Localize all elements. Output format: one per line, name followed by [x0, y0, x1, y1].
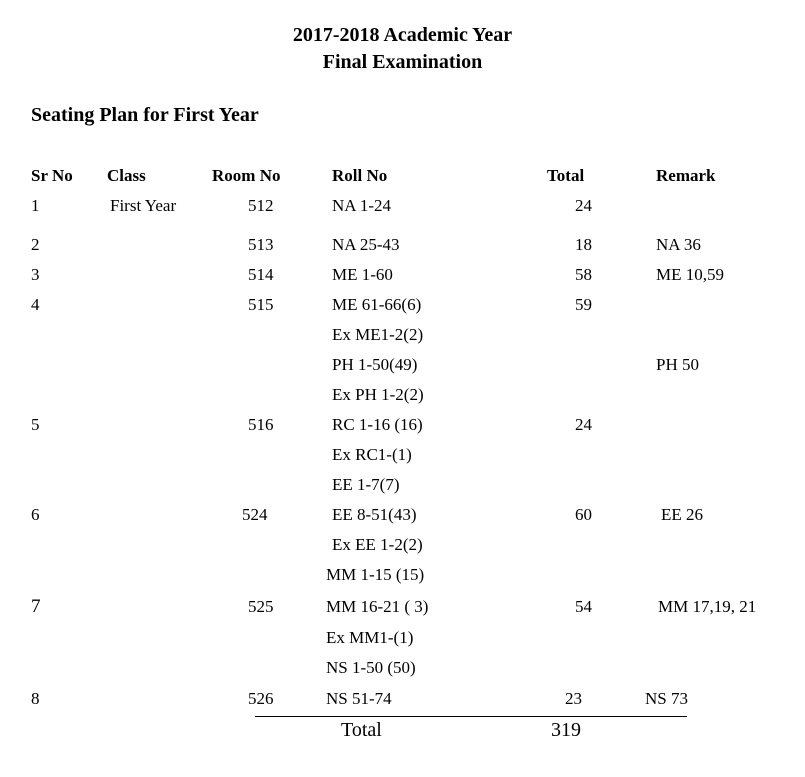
column-header-class: Class: [107, 166, 146, 185]
page-title: 2017-2018 Academic Year: [292, 24, 513, 46]
cell-roll-no: NA 25-43: [332, 235, 400, 254]
cell-roll-no: NS 51-74: [326, 689, 392, 708]
cell-total: 18: [575, 235, 592, 254]
cell-roll-no: Ex RC1-(1): [332, 445, 412, 464]
cell-sr-no: 2: [31, 235, 40, 254]
cell-roll-no: RC 1-16 (16): [332, 415, 423, 434]
cell-roll-no: ME 1-60: [332, 265, 393, 284]
cell-room-no: 516: [248, 415, 274, 434]
cell-roll-no: ME 61-66(6): [332, 295, 422, 314]
cell-roll-no: NS 1-50 (50): [326, 658, 416, 677]
cell-roll-no: Ex EE 1-2(2): [332, 535, 423, 554]
total-divider-line: [255, 716, 687, 717]
cell-room-no: 515: [248, 295, 274, 314]
cell-remark: PH 50: [656, 355, 699, 374]
cell-roll-no: Ex PH 1-2(2): [332, 385, 424, 404]
cell-roll-no: MM 16-21 ( 3): [326, 597, 429, 616]
cell-total: 54: [575, 597, 592, 616]
grand-total-label: Total: [341, 719, 382, 741]
cell-total: 24: [575, 415, 592, 434]
cell-sr-no: 8: [31, 689, 40, 708]
page-subtitle-exam: Final Examination: [322, 51, 483, 73]
column-header-remark: Remark: [656, 166, 716, 185]
cell-room-no: 512: [248, 196, 274, 215]
cell-total: 60: [575, 505, 592, 524]
cell-sr-no: 6: [31, 505, 40, 524]
cell-class: First Year: [110, 196, 177, 215]
cell-remark: MM 17,19, 21: [658, 597, 757, 616]
cell-remark: NS 73: [645, 689, 688, 708]
cell-room-no: 524: [242, 505, 268, 524]
cell-total: 58: [575, 265, 592, 284]
cell-room-no: 513: [248, 235, 274, 254]
cell-sr-no: 4: [31, 295, 40, 314]
column-header-total: Total: [547, 166, 585, 185]
cell-room-no: 526: [248, 689, 274, 708]
cell-sr-no: 1: [31, 196, 40, 215]
cell-remark: ME 10,59: [656, 265, 724, 284]
cell-remark: NA 36: [656, 235, 701, 254]
cell-total: 59: [575, 295, 592, 314]
cell-roll-no: PH 1-50(49): [332, 355, 418, 374]
cell-roll-no: NA 1-24: [332, 196, 392, 215]
cell-sr-no: 5: [31, 415, 40, 434]
column-header-sr-no: Sr No: [31, 166, 73, 185]
cell-remark: EE 26: [661, 505, 704, 524]
cell-roll-no: EE 1-7(7): [332, 475, 400, 494]
cell-roll-no: Ex ME1-2(2): [332, 325, 424, 344]
section-heading: Seating Plan for First Year: [31, 104, 259, 126]
grand-total-value: 319: [551, 719, 581, 741]
cell-sr-no: 3: [31, 265, 40, 284]
column-header-room-no: Room No: [212, 166, 281, 185]
cell-total: 24: [575, 196, 592, 215]
column-header-roll-no: Roll No: [332, 166, 388, 185]
cell-roll-no: EE 8-51(43): [332, 505, 417, 524]
cell-total: 23: [565, 689, 582, 708]
cell-room-no: 514: [248, 265, 274, 284]
cell-roll-no: MM 1-15 (15): [326, 565, 425, 584]
cell-sr-no: 7: [31, 596, 41, 617]
cell-roll-no: Ex MM1-(1): [326, 628, 414, 647]
cell-room-no: 525: [248, 597, 274, 616]
